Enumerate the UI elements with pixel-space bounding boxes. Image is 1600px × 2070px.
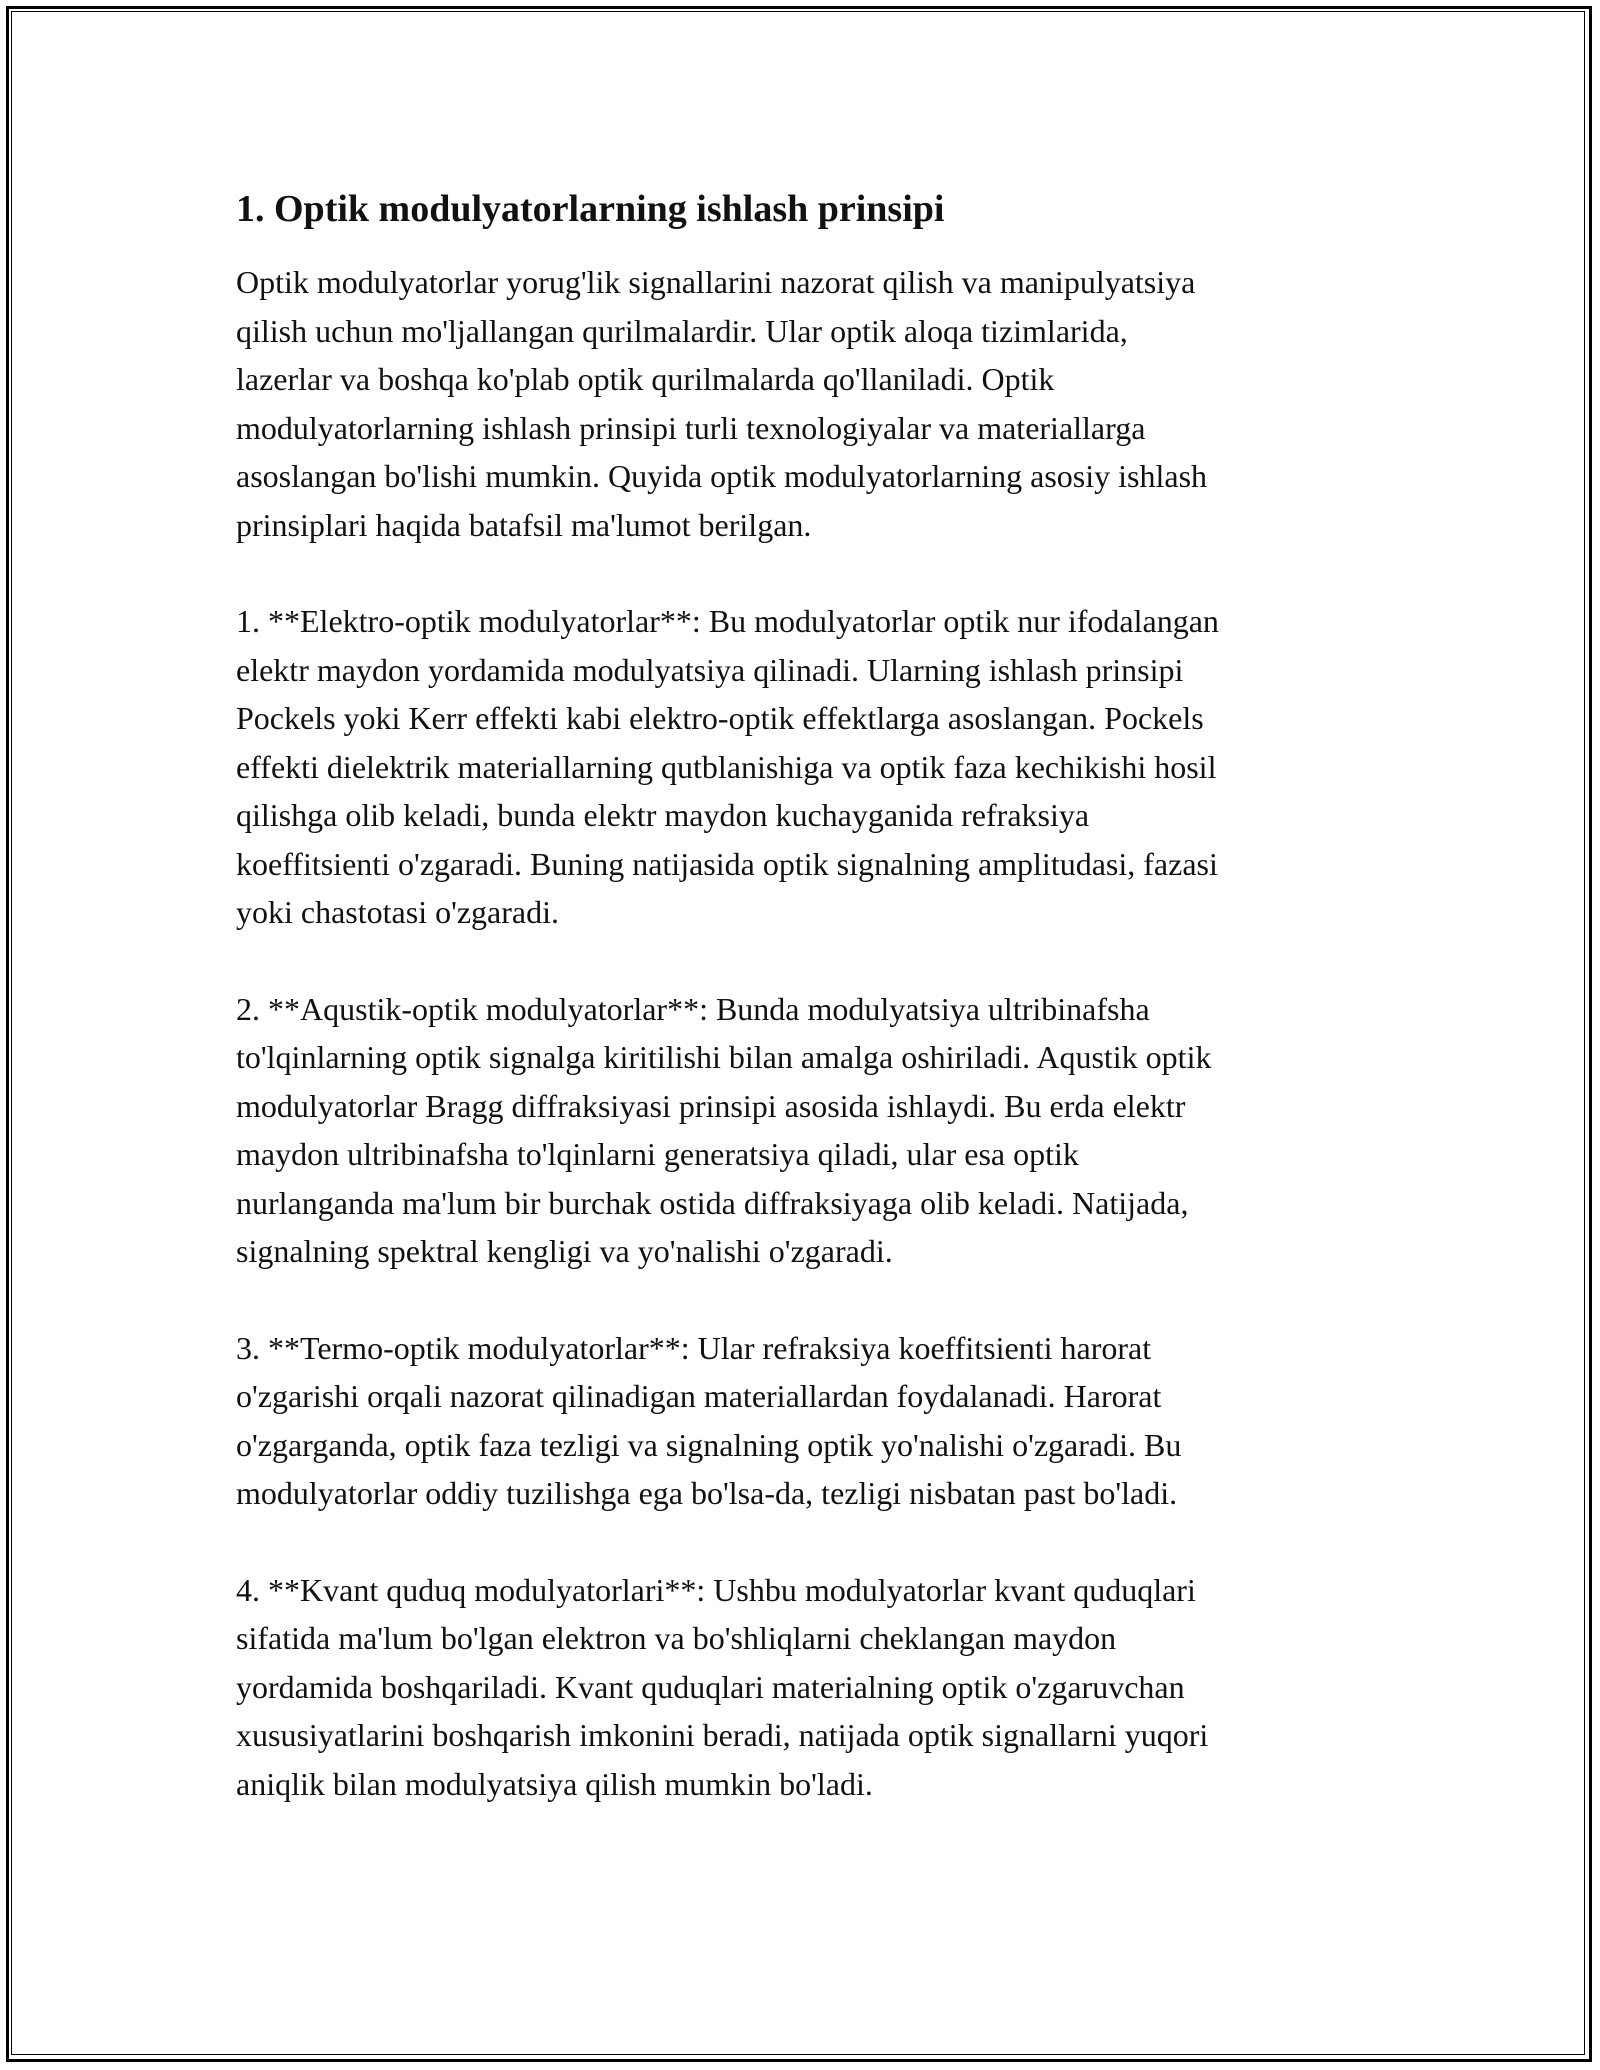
- intro-paragraph: Optik modulyatorlar yorug'lik signallarini nazorat qilish va manipulyatsiya qilish uchun mo'ljallangan qurilmalardir. Ular optik aloqa tizimlarida, lazerlar va boshqa ko'plab optik qurilmalarda qo'llaniladi. Optik modulyatorlarning ishlash prinsipi turli texnologiyalar va materiallarga asoslangan bo'lishi mumkin. Quyida optik modulyatorlarning asosiy ishlash prinsiplari haqida batafsil ma'lumot berilgan.: [236, 264, 1208, 543]
- acousto-optic-paragraph: 2. **Aqustik-optik modulyatorlar**: Bunda modulyatsiya ultribinafsha to'lqinlarning optik signalga kiritilishi bilan amalga oshiriladi. Aqustik optik modulyatorlar Bragg diffraksiyasi prinsipi asosida ishlaydi. Bu erda elektr maydon ultribinafsha to'lqinlarni generatsiya qiladi, ular esa optik nurlanganda ma'lum bir burchak ostida diffraksiyaga olib keladi. Natijada, signalning spektral kengligi va yo'nalishi o'zgaradi.: [236, 990, 1212, 1269]
- thermo-optic-paragraph: 3. **Termo-optik modulyatorlar**: Ular refraksiya koeffitsienti harorat o'zgarishi orqali nazorat qilinadigan materiallardan foydalanadi. Harorat o'zgarganda, optik faza tezligi va signalning optik yo'nalishi o'zgaradi. Bu modulyatorlar oddiy tuzilishga ega bo'lsa-da, tezligi nisbatan past bo'ladi.: [236, 1329, 1182, 1511]
- electro-optic-paragraph: 1. **Elektro-optik modulyatorlar**: Bu modulyatorlar optik nur ifodalangan elektr maydon yordamida modulyatsiya qilinadi. Ularning ishlash prinsipi Pockels yoki Kerr effekti kabi elektro-optik effektlarga asoslangan. Pockels effekti dielektrik materiallarning qutblanishiga va optik faza kechikishi hosil qilishga olib keladi, bunda elektr maydon kuchayganida refraksiya koeffitsienti o'zgaradi. Buning natijasida optik signalning amplitudasi, fazasi yoki chastotasi o'zgaradi.: [236, 603, 1219, 930]
- quantum-well-paragraph: 4. **Kvant quduq modulyatorlari**: Ushbu modulyatorlar kvant quduqlari sifatida ma'lum bo'lgan elektron va bo'shliqlarni cheklangan maydon yordamida boshqariladi. Kvant quduqlari materialning optik o'zgaruvchan xususiyatlarini boshqarish imkonini beradi, natijada optik signallarni yuqori aniqlik bilan modulyatsiya qilish mumkin bo'ladi.: [236, 1571, 1209, 1802]
- document-body: [236, 186, 1366, 1856]
- section-heading: 1. Optik modulyatorlarning ishlash prinsipi: [236, 188, 945, 230]
